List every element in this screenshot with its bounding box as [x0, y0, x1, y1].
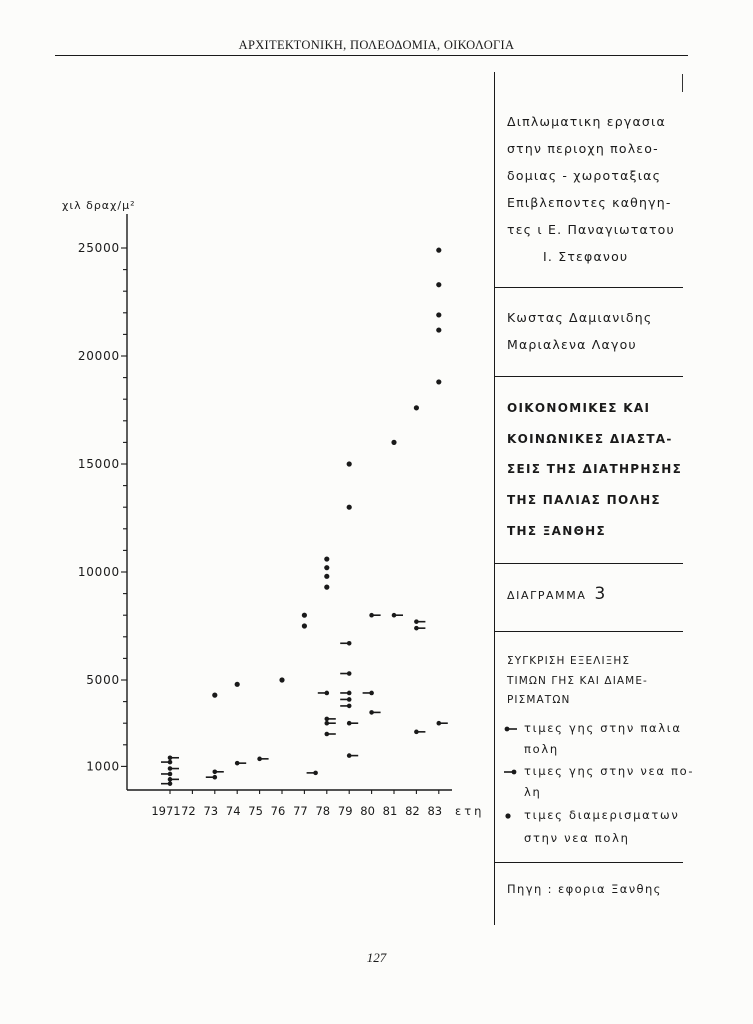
authors: [507, 304, 652, 358]
point-new-city-land: [206, 775, 217, 780]
y-axis-label: χιλ δραχ/μ²: [62, 199, 136, 212]
panel-divider: [495, 631, 683, 632]
legend-label-line: τιμες γης στην παλια: [524, 721, 682, 735]
point-new-city-land: [307, 771, 318, 776]
x-tick-label: 76: [270, 804, 286, 818]
point-dot: [324, 556, 329, 561]
point-apartment-price: [347, 505, 352, 510]
point-apartment-price: [302, 613, 307, 618]
point-old-city-land: [325, 721, 336, 726]
point-old-city-land: [257, 757, 268, 762]
dash-dot-marker-icon: [503, 767, 519, 777]
point-dot: [347, 461, 352, 466]
point-apartment-price: [436, 379, 441, 384]
point-dot: [324, 585, 329, 590]
x-tick-label: 79: [337, 804, 353, 818]
legend-entry-apartments: [503, 804, 679, 850]
legend-label-line: λη: [524, 785, 542, 799]
point-apartment-price: [347, 461, 352, 466]
point-dot: [235, 682, 240, 687]
y-ticks: [78, 241, 127, 773]
point-old-city-land: [414, 619, 425, 624]
legend-label-line: τιμες διαμερισματων: [524, 808, 680, 822]
panel-divider: [495, 563, 683, 564]
y-tick-label: 15000: [77, 457, 120, 471]
running-title: ΑΡΧΙΤΕΚΤΟΝΙΚΗ, ΠΟΛΕΟΔΟΜΙΑ, ΟΙΚΟΛΟΓΙΑ: [238, 38, 515, 52]
point-new-city-land: [161, 772, 172, 777]
diagram-number: 3: [594, 584, 606, 604]
point-old-city-land: [392, 613, 403, 618]
point-apartment-price: [391, 440, 396, 445]
point-dot: [436, 312, 441, 317]
point-apartment-price: [324, 556, 329, 561]
point-dot: [213, 775, 218, 780]
point-old-city-land: [347, 753, 358, 758]
data-points: [161, 248, 448, 786]
point-apartment-price: [212, 693, 217, 698]
chart-caption: [507, 652, 648, 711]
dot-marker-icon: [503, 811, 519, 821]
study-title-line: ΤΗΣ ΞΑΝΘΗΣ: [507, 523, 606, 538]
panel-divider: [495, 376, 683, 377]
point-old-city-land: [347, 721, 358, 726]
x-tick-label: 1971: [151, 804, 181, 818]
point-new-city-land: [340, 697, 351, 702]
y-tick-label: 20000: [77, 349, 120, 363]
y-tick-label: 25000: [77, 241, 120, 255]
point-apartment-price: [436, 282, 441, 287]
panel-divider: [495, 862, 683, 863]
point-dot: [168, 772, 173, 777]
point-dot: [347, 641, 352, 646]
thesis-line: τες ι Ε. Παναγιωτατου: [507, 222, 675, 237]
point-apartment-price: [302, 623, 307, 628]
x-axis-label: ετη: [455, 804, 485, 818]
x-tick-label: 73: [203, 804, 219, 818]
x-tick-label: 75: [248, 804, 263, 818]
point-apartment-price: [235, 682, 240, 687]
point-apartment-price: [324, 585, 329, 590]
point-dot: [436, 379, 441, 384]
y-tick-label: 10000: [77, 565, 120, 579]
point-old-city-land: [325, 717, 336, 722]
point-old-city-land: [414, 626, 425, 631]
point-old-city-land: [235, 761, 246, 766]
legend-entry-new-city-land: [503, 761, 694, 803]
thesis-line: Επιβλεποντες καθηγη-: [507, 195, 672, 210]
point-old-city-land: [325, 732, 336, 737]
point-dot: [313, 771, 318, 776]
point-dot: [347, 691, 352, 696]
caption-line: ΡΙΣΜΑΤΩΝ: [507, 694, 571, 706]
x-tick-label: 80: [360, 804, 375, 818]
x-tick-label: 74: [225, 804, 241, 818]
point-dot: [302, 623, 307, 628]
point-apartment-price: [279, 677, 284, 682]
page-number: 127: [366, 950, 387, 965]
point-old-city-land: [168, 766, 179, 771]
point-dot: [212, 693, 217, 698]
study-title-line: ΤΗΣ ΠΑΛΙΑΣ ΠΟΛΗΣ: [507, 493, 661, 508]
point-old-city-land: [369, 710, 380, 715]
x-tick-label: 72: [181, 804, 196, 818]
legend-label-line: στην νεα πολη: [524, 831, 630, 845]
x-tick-label: 83: [427, 804, 443, 818]
thesis-line: δομιας - χωροταξιας: [507, 168, 662, 183]
study-title-line: ΟΙΚΟΝΟΜΙΚΕΣ ΚΑΙ: [507, 401, 651, 415]
study-title: [507, 393, 682, 547]
point-dot: [347, 704, 352, 709]
diagram-word: ΔΙΑΓΡΑΜΜΑ: [507, 589, 587, 602]
y-tick-label: 5000: [86, 673, 120, 687]
legend-entry-old-city-land: [503, 718, 682, 760]
point-apartment-price: [436, 248, 441, 253]
point-new-city-land: [161, 760, 172, 765]
caption-line: ΤΙΜΩΝ ΓΗΣ ΚΑΙ ΔΙΑΜΕ-: [507, 674, 648, 687]
point-new-city-land: [363, 691, 374, 696]
point-apartment-price: [324, 565, 329, 570]
author-name: Κωστας Δαμιανιδης: [507, 310, 653, 325]
x-ticks: [151, 790, 442, 818]
y-tick-label: 1000: [86, 759, 120, 774]
point-dot: [436, 327, 441, 332]
study-title-line: ΣΕΙΣ ΤΗΣ ΔΙΑΤΗΡΗΣΗΣ: [507, 462, 683, 477]
thesis-line: Διπλωματικη εργασια: [507, 114, 666, 129]
point-dot: [324, 574, 329, 579]
dot-dash-marker-icon: [503, 724, 519, 734]
source-note: Πηγη : εφορια Ξανθης: [507, 882, 662, 896]
point-old-city-land: [414, 730, 425, 735]
x-tick-label: 77: [293, 804, 308, 818]
x-tick-label: 81: [382, 804, 398, 818]
point-dot: [347, 697, 352, 702]
point-dot: [325, 691, 330, 696]
point-dot: [436, 248, 441, 253]
point-old-city-land: [437, 721, 448, 726]
point-dot: [168, 760, 173, 765]
thesis-line: Ι. Στεφανου: [543, 249, 629, 264]
legend-label-line: πολη: [524, 742, 559, 756]
point-old-city-land: [369, 613, 380, 618]
point-apartment-price: [324, 574, 329, 579]
point-dot: [347, 505, 352, 510]
thesis-info: [507, 108, 675, 270]
panel-divider: [495, 287, 683, 288]
study-title-line: ΚΟΙΝΩΝΙΚΕΣ ΔΙΑΣΤΑ-: [507, 431, 673, 446]
point-new-city-land: [340, 704, 351, 709]
point-apartment-price: [436, 312, 441, 317]
point-dot: [436, 282, 441, 287]
point-new-city-land: [318, 691, 329, 696]
point-dot: [414, 405, 419, 410]
x-tick-label: 82: [405, 804, 420, 818]
caption-line: ΣΥΓΚΡΙΣΗ ΕΞΕΛΙΞΗΣ: [507, 655, 631, 667]
x-tick-label: 78: [315, 804, 331, 818]
point-apartment-price: [414, 405, 419, 410]
point-apartment-price: [436, 327, 441, 332]
point-dot: [369, 691, 374, 696]
legend-label-line: τιμες γης στην νεα πο-: [524, 764, 695, 778]
panel-right-border-stub: [682, 74, 683, 92]
point-dot: [168, 781, 173, 786]
point-old-city-land: [213, 770, 224, 775]
thesis-line: στην περιοχη πολεο-: [507, 141, 659, 156]
point-dot: [391, 440, 396, 445]
point-new-city-land: [340, 671, 351, 676]
author-name: Μαριαλενα Λαγου: [507, 337, 637, 352]
point-dot: [302, 613, 307, 618]
point-old-city-land: [168, 777, 179, 782]
point-dot: [279, 677, 284, 682]
point-new-city-land: [161, 781, 172, 786]
diagram-label: [507, 583, 605, 607]
panel-left-border: [494, 72, 495, 925]
point-dot: [347, 671, 352, 676]
point-new-city-land: [340, 691, 351, 696]
point-dot: [324, 565, 329, 570]
point-new-city-land: [340, 641, 351, 646]
point-old-city-land: [168, 755, 179, 760]
